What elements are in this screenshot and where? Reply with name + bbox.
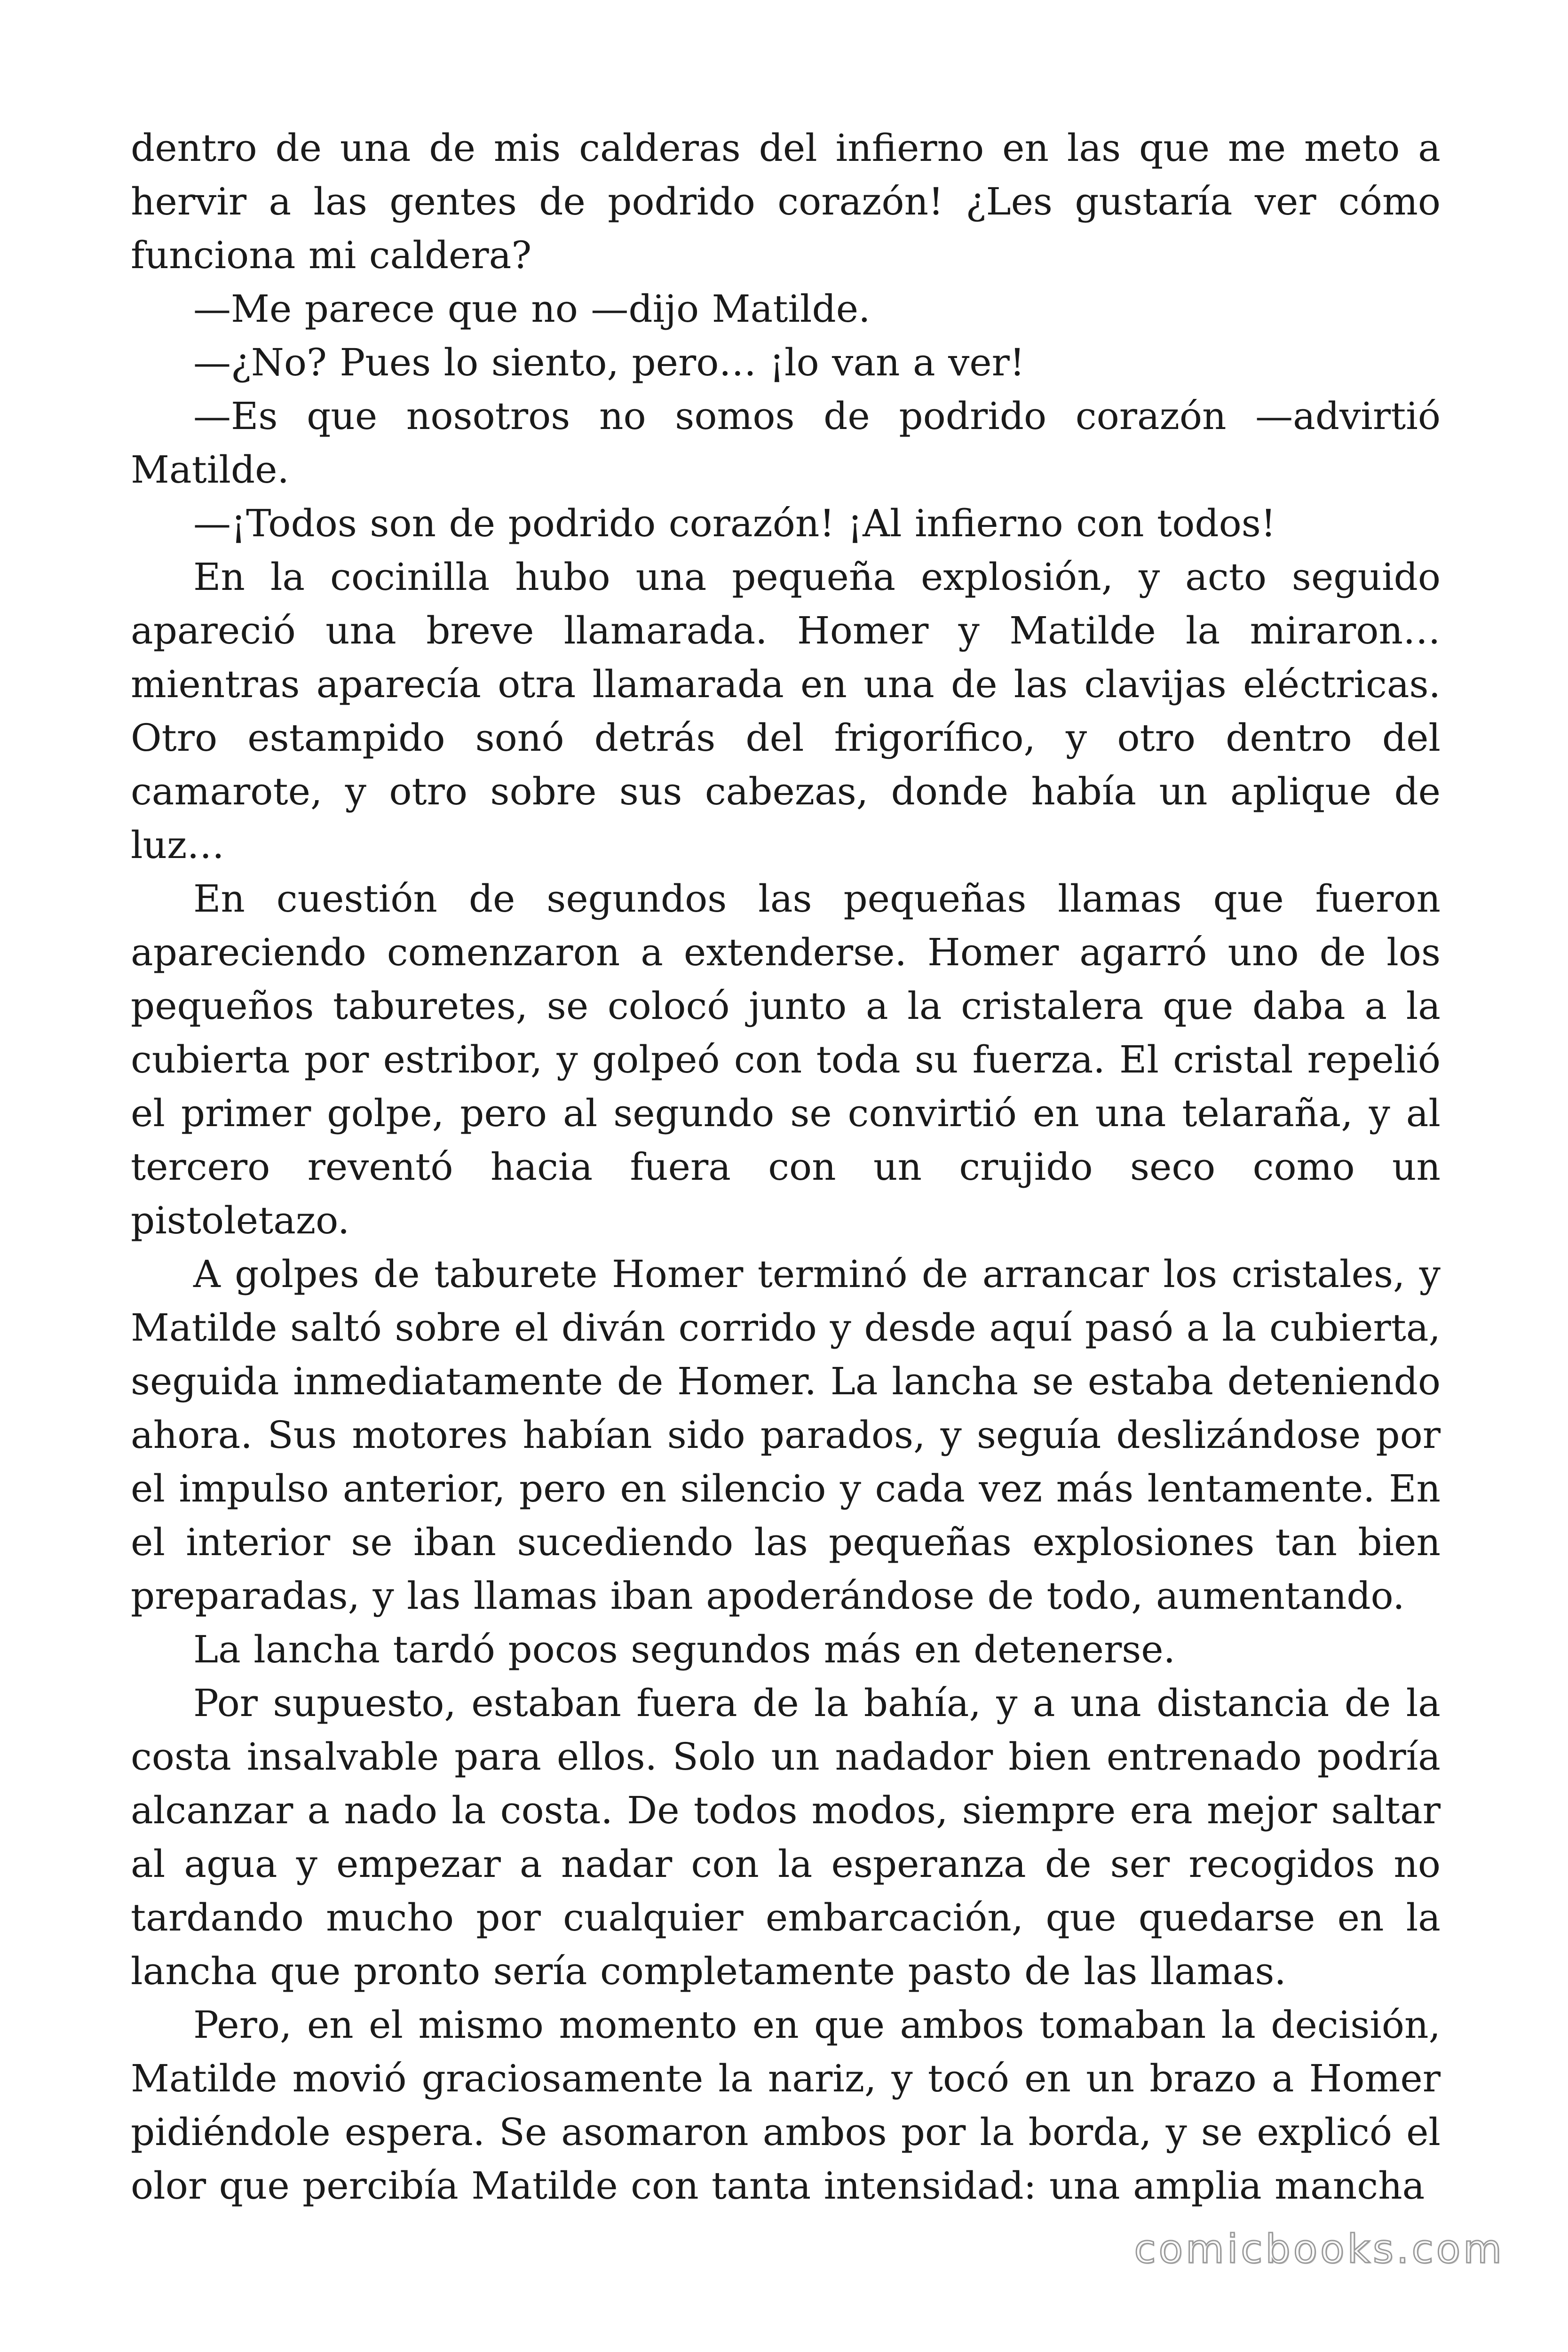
paragraph-3: —¿No? Pues lo siento, pero… ¡lo van a ver! [193, 341, 1025, 384]
page-body [131, 121, 1441, 2213]
paragraph-5: —¡Todos son de podrido corazón! ¡Al infierno con todos! [193, 501, 1276, 545]
paragraph-10: Por supuesto, estaban fuera de la bahía, y a una distancia de la costa insalvable para ellos. Solo un nadador bien entrenado podría alcanzar a nado la costa. De todos modos, siempre era mejor saltar al agua y empezar a nadar con la esperanza de ser recogidos no tardando mucho por cualquier embarcación, que quedarse en la lancha que pronto sería completamente pasto de las llamas. [131, 1681, 1441, 1993]
paragraph-1: dentro de una de mis calderas del infierno en las que me meto a hervir a las gentes de podrido corazón! ¿Les gustaría ver cómo funciona mi caldera? [131, 126, 1441, 277]
paragraph-9: La lancha tardó pocos segundos más en detenerse. [193, 1628, 1176, 1671]
paragraph-7: En cuestión de segundos las pequeñas llamas que fueron apareciendo comenzaron a extenderse. Homer agarró uno de los pequeños taburetes, se colocó junto a la cristalera que daba a la cubierta por estribor, y golpeó con toda su fuerza. El cristal repelió el primer golpe, pero al segundo se convirtió en una telaraña, y al tercero reventó hacia fuera con un crujido seco como un pistoletazo. [131, 877, 1441, 1242]
paragraph-11: Pero, en el mismo momento en que ambos tomaban la decisión, Matilde movió graciosamente la nariz, y tocó en un brazo a Homer pidiéndole espera. Se asomaron ambos por la borda, y se explicó el olor que percibía Matilde con tanta intensidad: una amplia mancha [131, 2003, 1441, 2208]
watermark: comicbooks.com [1134, 2226, 1505, 2272]
paragraph-4: —Es que nosotros no somos de podrido corazón —advirtió Matilde. [131, 394, 1441, 492]
paragraph-6: En la cocinilla hubo una pequeña explosión, y acto seguido apareció una breve llamarada. Homer y Matilde la miraron… mientras aparecía otra llamarada en una de las clavijas eléctricas. Otro estampido sonó detrás del frigorífico, y otro dentro del camarote, y otro sobre sus cabezas, donde había un aplique de luz… [131, 555, 1441, 867]
paragraph-2: —Me parece que no —dijo Matilde. [193, 287, 871, 331]
paragraph-8: A golpes de taburete Homer terminó de arrancar los cristales, y Matilde saltó sobre el diván corrido y desde aquí pasó a la cubierta, seguida inmediatamente de Homer. La lancha se estaba deteniendo ahora. Sus motores habían sido parados, y seguía deslizándose por el impulso anterior, pero en silencio y cada vez más lentamente. En el interior se iban sucediendo las pequeñas explosiones tan bien preparadas, y las llamas iban apoderándose de todo, aumentando. [131, 1252, 1441, 1618]
